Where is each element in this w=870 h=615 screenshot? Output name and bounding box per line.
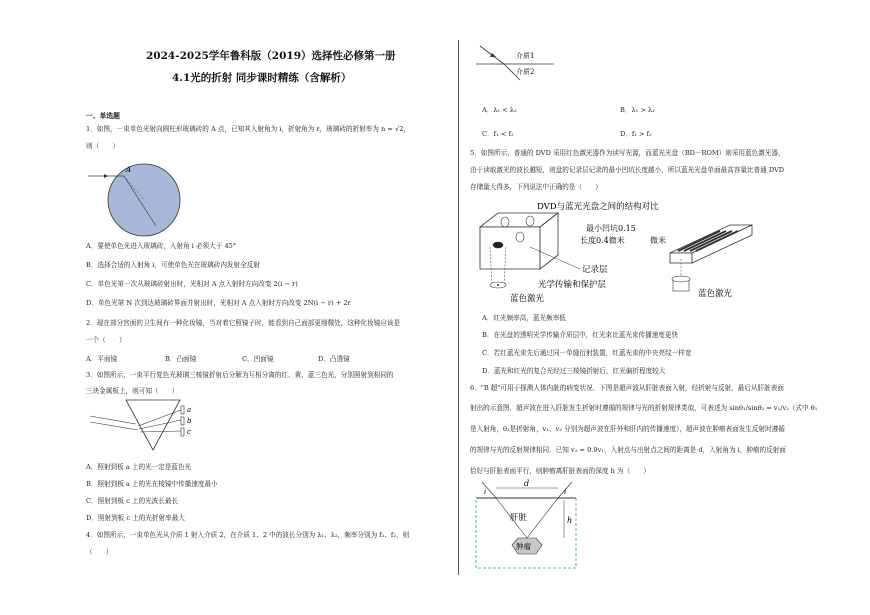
q5-stem-line1: 5．如图所示，普通的 DVD 采用红色激光器作为读写光源，而蓝光光盘（BD－ROM）则采用蓝色激光器， <box>470 149 785 157</box>
q2-option-d[interactable]: D．凸透镜 <box>318 355 350 363</box>
q4-stem-line2: （ ） <box>86 548 113 556</box>
q5-label-blue-laser-right: 蓝色激光 <box>698 289 733 299</box>
q2-stem-line2: 一个（ ） <box>86 336 126 344</box>
q5-label-micron: 微米 <box>650 236 666 245</box>
q6-line1: 6．"B 超"可用于探测人体内脏的病变状况．下图是超声波从肝脏表面入射，经折射与反射，最后从肝脏表面 <box>470 384 784 392</box>
q5-option-a[interactable]: A．红光频率高，蓝光频率低 <box>482 314 566 322</box>
q2-option-b[interactable]: B．凸面镜 <box>165 355 197 363</box>
q1-stem-line2: 则（ ） <box>86 142 119 150</box>
q4-medium1-label: 介质1 <box>516 52 535 60</box>
q1-figure-circle-glass <box>86 156 196 241</box>
q6-line4: 的规律与光的反射规律相同．已知 v₂ = 0.9v₁，入射点与出射点之间的距离是 d，入射角为 i，肿瘤的反射面 <box>470 446 786 454</box>
q6-label-tumor: 肿瘤 <box>516 542 531 551</box>
q4-stem-line1: 4．如图所示，一束单色光从介质 1 射入介质 2，在介质 1、2 中的波长分别为 λ₁、λ₂，频率分别为 f₁、f₂，则 <box>86 531 410 539</box>
q3-stem-line1: 3．如图所示，一束平行复色光玻璃三棱镜折射后分解为互相分离的红、黄、蓝三色光，分别照射到相同的 <box>86 371 394 379</box>
q5-label-blue-laser-left: 蓝色激光 <box>510 294 545 304</box>
q5-label-pit-min: 最小凹坑0.15 <box>586 224 636 233</box>
q4-option-b[interactable]: B．λ₁ > λ₂ <box>620 106 655 114</box>
q3-stem-line2: 三块金属板上，则可知（ ） <box>86 387 179 395</box>
q4-medium2-label: 介质2 <box>516 68 535 76</box>
q6-line3: 是入射角，θ₂是折射角，v₁、v₂ 分别为超声波在肝外和肝内的传播速度），超声波在肿瘤表面发生反射时遵循 <box>470 425 785 433</box>
q4-option-a[interactable]: A．λ₁ < λ₂ <box>482 106 517 114</box>
q6-line2: 射出的示意图，超声波在进入肝脏发生折射时遵循的规律与光的折射规律类似，可表述为 sinθ₁/sinθ₂ = v₁/v₂（式中 θ₁ <box>470 404 818 412</box>
q3-option-d[interactable]: D．照射到板 c 上的光折射率最大 <box>86 514 185 522</box>
q6-label-liver: 肝脏 <box>510 513 528 523</box>
q3-figure-prism <box>86 398 206 458</box>
document-subtitle: 4.1光的折射 同步课时精练（含解析） <box>172 72 352 84</box>
q3-plate-b-label: b <box>187 417 192 425</box>
q5-option-c[interactable]: C．若红蓝光束先后通过同一单缝衍射装置，红蓝光束的中央亮纹一样宽 <box>482 349 692 357</box>
q1-option-c[interactable]: C．单色光第一次从玻璃砖射出时，光相对 A 点入射时方向改变 2(i − r) <box>86 280 298 288</box>
q3-option-c[interactable]: C．照射到板 c 上的光波长最长 <box>86 497 179 505</box>
q4-figure-interface <box>474 42 564 84</box>
q5-figure-dvd-bluray <box>470 197 770 307</box>
q5-option-b[interactable]: B．在光盘的透明光学传输介质层中，红光束比蓝光束传播速度更快 <box>482 331 679 339</box>
q6-label-d: d <box>524 479 530 488</box>
q5-figure-title: DVD与蓝光光盘之间的结构对比 <box>537 202 659 212</box>
q4-option-d[interactable]: D．f₁ > f₂ <box>620 130 652 138</box>
q1-option-b[interactable]: B．选择合适的入射角 i，可使单色光在玻璃砖内发射全反射 <box>86 261 260 269</box>
q6-label-i-left: i <box>484 488 487 496</box>
q6-label-h: h <box>567 516 573 525</box>
q2-option-a[interactable]: A．平面镜 <box>86 355 118 363</box>
q2-option-c[interactable]: C．凹面镜 <box>242 355 274 363</box>
q1-stem-line1: 1．如图，一束单色光射向圆柱形玻璃砖的 A 点，已知其入射角为 i，折射角为 r，玻璃砖的折射率为 n = √2， <box>86 125 410 133</box>
q6-figure-ultrasound <box>472 478 584 572</box>
q3-option-b[interactable]: B．照射到板 a 上的光在棱镜中传播速度最小 <box>86 480 218 488</box>
q3-plate-a-label: a <box>187 406 192 414</box>
q5-label-record-layer: 记录层 <box>582 265 608 275</box>
q1-option-a[interactable]: A．要使单色光进入玻璃砖，入射角 i 必须大于 45° <box>86 242 237 250</box>
q2-stem-line1: 2．现在部分宫面的卫生间有一种化妆镜，当对着它照镜子时，能看到自己面部更细微处，这种化妆镜应该是 <box>86 319 401 327</box>
q5-stem-line2: 由于读取激光的波长越短，则盘的记录层记录的最小凹坑长度越小，所以蓝光光盘单面最高容量比普通 DVD <box>470 166 785 174</box>
q1-point-A-label: A <box>126 166 132 174</box>
q5-option-d[interactable]: D．蓝光和红光的复合光经过三棱镜折射后，红光偏折程度较大 <box>482 367 666 375</box>
column-divider <box>458 40 459 575</box>
section-heading: 一、单选题 <box>86 112 120 120</box>
document-title: 2024-2025学年鲁科版（2019）选择性必修第一册 <box>146 50 396 62</box>
q5-stem-line3: 存储量大得多，下列说法中正确的是（ ） <box>470 183 602 191</box>
q3-option-a[interactable]: A．照射到板 a 上的光一定是蓝色光 <box>86 463 192 471</box>
q5-label-pit-length: 长度0.4微米 <box>580 236 625 245</box>
q6-label-i-right: i <box>564 488 567 496</box>
q6-line5: 恰好与肝脏表面平行，则肿瘤离肝脏表面的深度 h 为（ ） <box>470 467 650 475</box>
q5-label-protect-layer: 光学传输和保护层 <box>538 280 607 290</box>
q3-plate-c-label: c <box>187 428 191 436</box>
q4-option-c[interactable]: C．f₁ < f₂ <box>482 130 514 138</box>
q1-option-d[interactable]: D．单色光第 N 次到达玻璃砖界面并射出时，光相对 A 点入射时方向改变 2N(i − r) + 2r <box>86 299 351 307</box>
